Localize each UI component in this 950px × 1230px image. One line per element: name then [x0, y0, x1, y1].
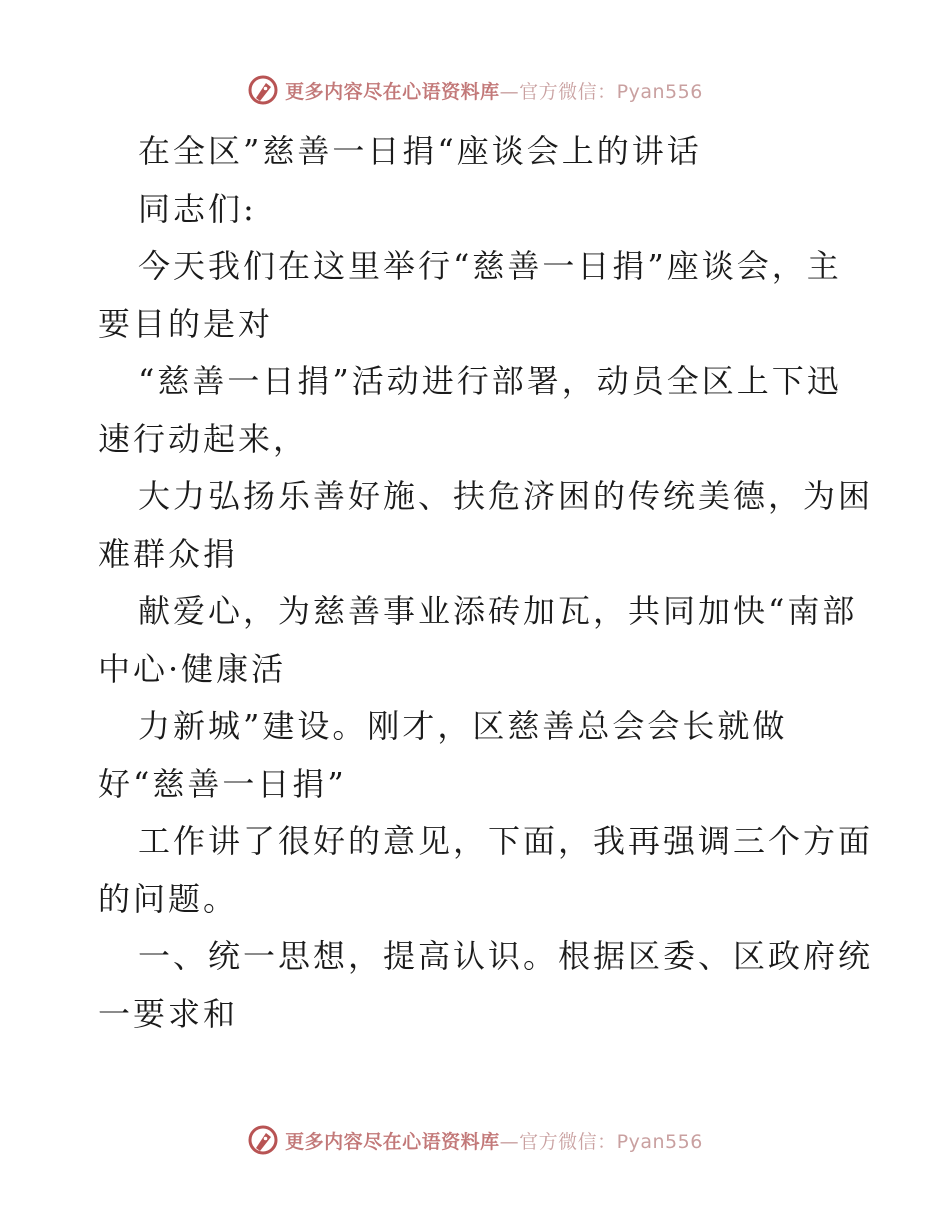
paragraph-line: 好“慈善一日捐”	[98, 764, 347, 803]
pen-nib-logo-icon	[247, 74, 279, 106]
paragraph-line: 力新城”建设。刚才，区慈善总会会长就做	[138, 707, 788, 745]
document-body	[98, 123, 874, 1043]
paragraph-line: 的问题。	[98, 879, 239, 918]
paragraph-line: 速行动起来，	[98, 419, 309, 458]
paragraph-line: “慈善一日捐”活动进行部署，动员全区上下迅	[138, 362, 842, 400]
watermark-text: 更多内容尽在心语资料库—官方微信：Pyan556	[285, 80, 703, 103]
paragraph-line: 大力弘扬乐善好施、扶危济困的传统美德，为困	[138, 477, 874, 515]
paragraph-line: 要目的是对	[98, 304, 274, 343]
paragraph-line: 工作讲了很好的意见，下面，我再强调三个方面	[138, 822, 874, 860]
watermark-text: 更多内容尽在心语资料库—官方微信：Pyan556	[285, 1130, 703, 1153]
salutation: 同志们:	[138, 189, 257, 228]
paragraph-line: 今天我们在这里举行“慈善一日捐”座谈会，主	[138, 247, 842, 285]
paragraph-line: 难群众捐	[98, 534, 239, 573]
paragraph-line: 中心·健康活	[98, 649, 287, 688]
watermark-header	[0, 70, 950, 110]
paragraph-line: 献爱心，为慈善事业添砖加瓦，共同加快“南部	[138, 592, 858, 630]
pen-nib-logo-icon	[247, 1124, 279, 1156]
document-title: 在全区”慈善一日捐“座谈会上的讲话	[138, 132, 702, 170]
paragraph-line: 一要求和	[98, 994, 239, 1033]
watermark-footer	[0, 1120, 950, 1160]
paragraph-line: 一、统一思想，提高认识。根据区委、区政府统	[138, 937, 874, 975]
